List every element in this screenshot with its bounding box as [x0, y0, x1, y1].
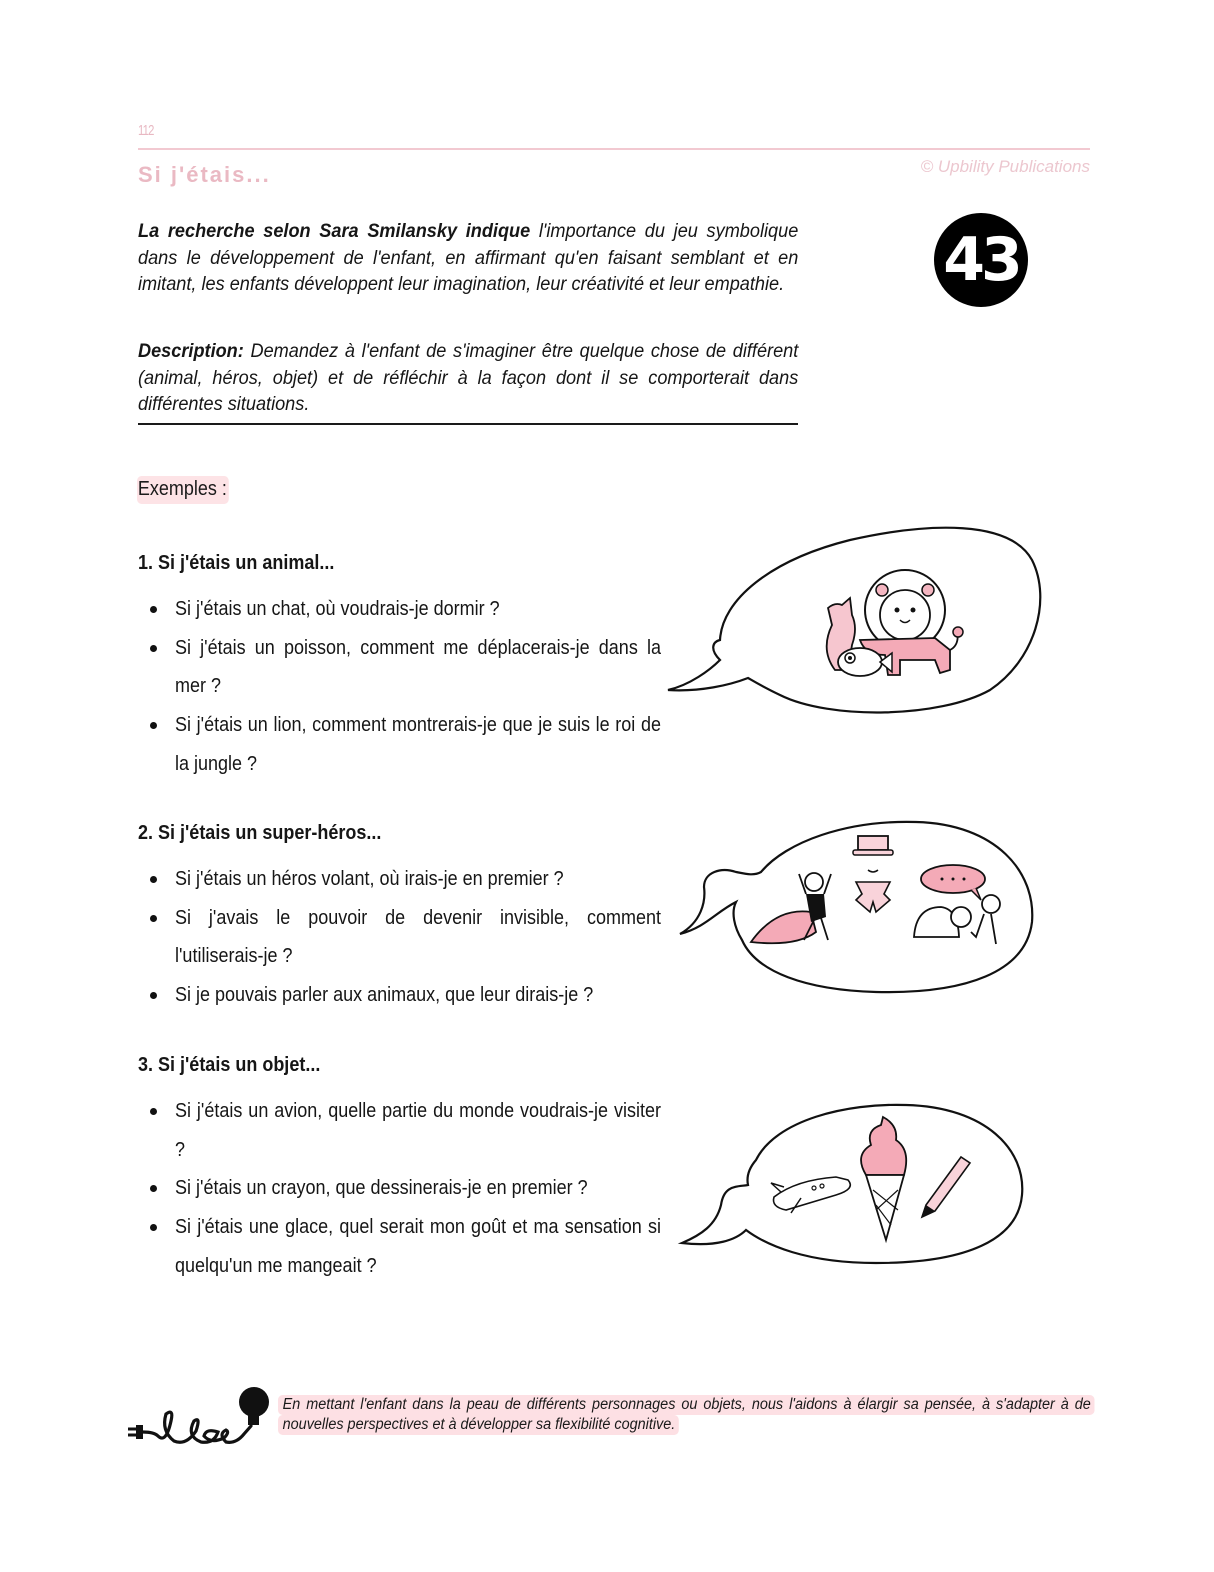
description-text: Demandez à l'enfant de s'imaginer être quelque chose de différent (animal, héros, objet) et de réfléchir à la façon dont il se comporterait dans différentes situations. — [138, 340, 799, 416]
question-list — [138, 590, 678, 784]
list-item: Si j'étais un chat, où voudrais-je dormir ? — [138, 590, 675, 629]
section-title: 3. Si j'étais un objet... — [138, 1054, 321, 1076]
idea-lightbulb-logo — [126, 1386, 274, 1448]
intro-divider — [138, 423, 798, 425]
example-section-object — [138, 1054, 678, 1286]
example-section-superhero — [138, 822, 678, 1015]
example-section-animal — [138, 552, 678, 784]
speech-bubble-outline — [682, 1105, 1022, 1263]
activity-number-badge — [934, 213, 1028, 307]
list-item: Si j'étais un poisson, comment me déplacerais-je dans la mer ? — [138, 629, 675, 706]
speech-bubble-animals-illustration — [660, 520, 1060, 720]
list-item: Si j'étais un héros volant, où irais-je en premier ? — [138, 860, 675, 899]
description-paragraph — [138, 338, 798, 418]
question-list — [138, 860, 678, 1015]
list-item: Si j'étais un lion, comment montrerais-je que je suis le roi de la jungle ? — [138, 706, 675, 783]
question-list — [138, 1092, 678, 1286]
list-item: Si je pouvais parler aux animaux, que leur dirais-je ? — [138, 976, 675, 1015]
section-title: 2. Si j'étais un super-héros... — [138, 822, 382, 844]
list-item: Si j'étais une glace, quel serait mon goût et ma sensation si quelqu'un me mangeait ? — [138, 1208, 675, 1285]
tip-callout — [278, 1395, 1096, 1435]
list-item: Si j'étais un avion, quelle partie du monde voudrais-je visiter ? — [138, 1092, 675, 1169]
page-title: Si j'étais... — [138, 162, 271, 187]
speech-bubble-objects-illustration — [676, 1095, 1036, 1270]
header-divider — [138, 148, 1090, 150]
list-item: Si j'étais un crayon, que dessinerais-je en premier ? — [138, 1169, 675, 1208]
examples-label: Exemples : — [137, 476, 229, 504]
description-label: Description: — [138, 340, 244, 362]
activity-number: 43 — [943, 225, 1019, 295]
intro-text: l'importance du jeu symbolique dans le développement de l'enfant, en affirmant qu'en faisant semblant et en imitant, les enfants développent leur imagination, leur créativité et leur empathie. — [138, 220, 799, 296]
tip-text: En mettant l'enfant dans la peau de différents personnages ou objets, nous l'aidons à élargir sa pensée, à s'adapter à de nouvelles perspectives et à développer sa flexibilité cognitive. — [278, 1395, 1095, 1435]
section-title: 1. Si j'étais un animal... — [138, 552, 335, 574]
copyright-notice: © Upbility Publications — [920, 157, 1090, 176]
list-item: Si j'avais le pouvoir de devenir invisible, comment l'utiliserais-je ? — [138, 899, 675, 976]
intro-paragraph — [138, 218, 798, 298]
speech-bubble-superhero-illustration — [676, 812, 1046, 1002]
intro-lead: La recherche selon Sara Smilansky indique — [138, 220, 531, 242]
page-number: 112 — [138, 122, 154, 139]
speech-bubble-outline — [680, 822, 1032, 992]
